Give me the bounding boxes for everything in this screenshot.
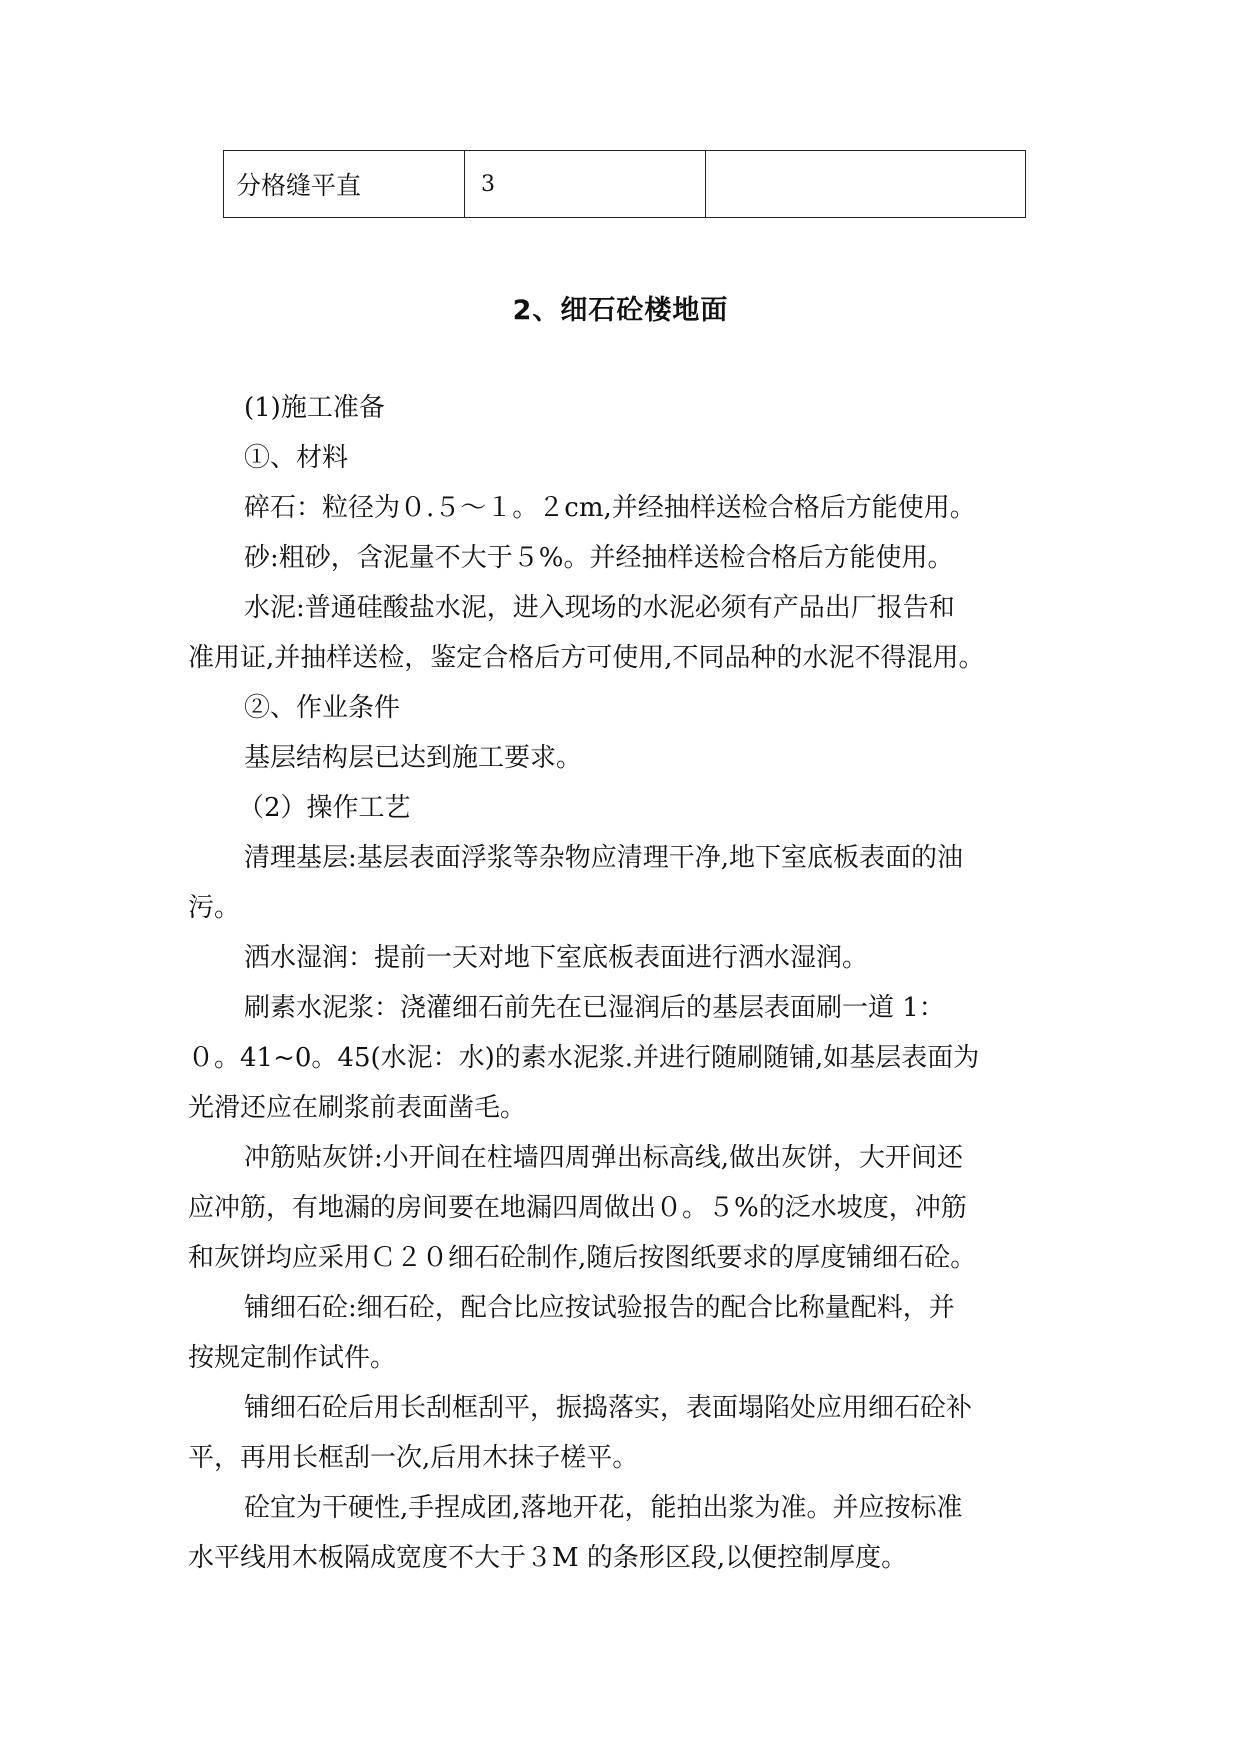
- paragraph-line: 洒水湿润：提前一天对地下室底板表面进行洒水湿润。: [244, 943, 869, 973]
- paragraph-line: 按规定制作试件。: [188, 1343, 397, 1373]
- paragraph-line: 光滑还应在刷浆前表面凿毛。: [188, 1093, 527, 1123]
- table-cell-value: 3: [465, 151, 706, 218]
- paragraph-line: 刷素水泥浆：浇灌细石前先在已湿润后的基层表面刷一道 1：: [244, 993, 945, 1023]
- paragraph-line: 砂:粗砂，含泥量不大于５%。并经抽样送检合格后方能使用。: [244, 543, 954, 573]
- body-text: [188, 383, 1050, 1583]
- paragraph-line: 冲筋贴灰饼:小开间在柱墙四周弹出标高线,做出灰饼，大开间还: [244, 1143, 964, 1173]
- paragraph-line: 铺细石砼:细石砼，配合比应按试验报告的配合比称量配料，并: [244, 1293, 955, 1323]
- paragraph-line: 基层结构层已达到施工要求。: [244, 743, 583, 773]
- paragraph-line: 砼宜为干硬性,手捏成团,落地开花，能拍出浆为准。并应按标准: [244, 1493, 963, 1523]
- table-cell-item: 分格缝平直: [224, 151, 465, 218]
- spec-table: [223, 150, 1026, 218]
- paragraph-line: (1)施工准备: [244, 393, 385, 423]
- paragraph-line: ①、材料: [244, 443, 349, 473]
- paragraph-line: 和灰饼均应采用Ｃ２０细石砼制作,随后按图纸要求的厚度铺细石砼。: [188, 1243, 977, 1273]
- paragraph-line: ②、作业条件: [244, 693, 401, 723]
- paragraph-line: 清理基层:基层表面浮浆等杂物应清理干净,地下室底板表面的油: [244, 843, 964, 873]
- paragraph-line: 铺细石砼后用长刮框刮平，振捣落实，表面塌陷处应用细石砼补: [244, 1393, 973, 1423]
- paragraph-line: 碎石：粒径为０.５～１。２cm,并经抽样送检合格后方能使用。: [244, 493, 976, 523]
- paragraph-line: 平，再用长框刮一次,后用木抹子槎平。: [188, 1443, 639, 1473]
- paragraph-line: （2）操作工艺: [238, 793, 411, 823]
- section-title: 2、细石砼楼地面: [512, 295, 729, 326]
- paragraph-line: 准用证,并抽样送检，鉴定合格后方可使用,不同品种的水泥不得混用。: [188, 643, 985, 673]
- paragraph-line: 水平线用木板隔成宽度不大于３M 的条形区段,以便控制厚度。: [188, 1543, 908, 1573]
- paragraph-line: 水泥:普通硅酸盐水泥，进入现场的水泥必须有产品出厂报告和: [244, 593, 955, 623]
- paragraph-line: ０。41~0。45(水泥：水)的素水泥浆.并进行随刷随铺,如基层表面为: [188, 1043, 980, 1073]
- table-cell-note: [706, 151, 1026, 218]
- table-row: [224, 151, 1026, 218]
- paragraph-line: 应冲筋，有地漏的房间要在地漏四周做出０。５%的泛水坡度，冲筋: [188, 1193, 967, 1223]
- paragraph-line: 污。: [188, 893, 241, 923]
